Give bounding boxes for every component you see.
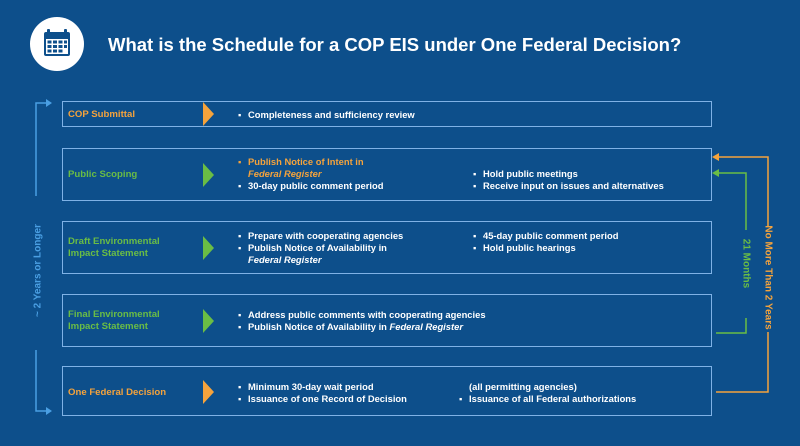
stage-label: Draft Environmental Impact Statement [68,236,160,259]
stage-draft-eis [62,221,712,274]
bullet-item: ▪ Minimum 30-day wait period [238,381,374,392]
bullet-item: (all permitting agencies) [469,381,577,392]
arrow-icon [203,102,214,126]
stage-label: Final Environmental Impact Statement [68,309,160,332]
arrow-icon [203,309,214,333]
right-inner-duration-label: 21 Months [740,238,752,289]
bullet-item: ▪ Prepare with cooperating agencies [238,230,404,241]
bullet-item: ▪ Publish Notice of Availability in Federal Register [238,242,387,265]
bullet-item: ▪ Issuance of one Record of Decision [238,393,407,404]
arrow-icon [203,236,214,260]
stage-label: Public Scoping [68,169,138,180]
bullet-item: ▪ Hold public meetings [473,168,578,179]
bullet-item: ▪ Publish Notice of Availability in Federal Register [238,321,463,332]
page-title: What is the Schedule for a COP EIS under One Federal Decision? [108,34,682,55]
bullet-item: ▪ Issuance of all Federal authorizations [459,393,637,404]
bullet-item: ▪ Address public comments with cooperating agencies [238,309,486,320]
bullet-item: ▪ Completeness and sufficiency review [238,109,415,120]
bullet-item: ▪ 45-day public comment period [473,230,619,241]
right-outer-duration-label: No More Than 2 Years [762,225,774,330]
bullet-item: ▪ Hold public hearings [473,242,576,253]
bullet-item: ▪ 30-day public comment period [238,180,384,191]
stage-label: One Federal Decision [68,387,167,398]
stage-cop-submittal [62,101,712,127]
stage-public-scoping [62,148,712,201]
stage-label: COP Submittal [68,109,135,120]
left-duration-label: ~ 2 Years or Longer [32,224,44,317]
bullet-item: ▪ Receive input on issues and alternatives [473,180,664,191]
arrow-icon [203,380,214,404]
stage-one-federal-decision [62,366,712,416]
arrow-icon [203,163,214,187]
bullet-item: ▪ Publish Notice of Intent in Federal Register [238,156,364,179]
stage-final-eis [62,294,712,347]
